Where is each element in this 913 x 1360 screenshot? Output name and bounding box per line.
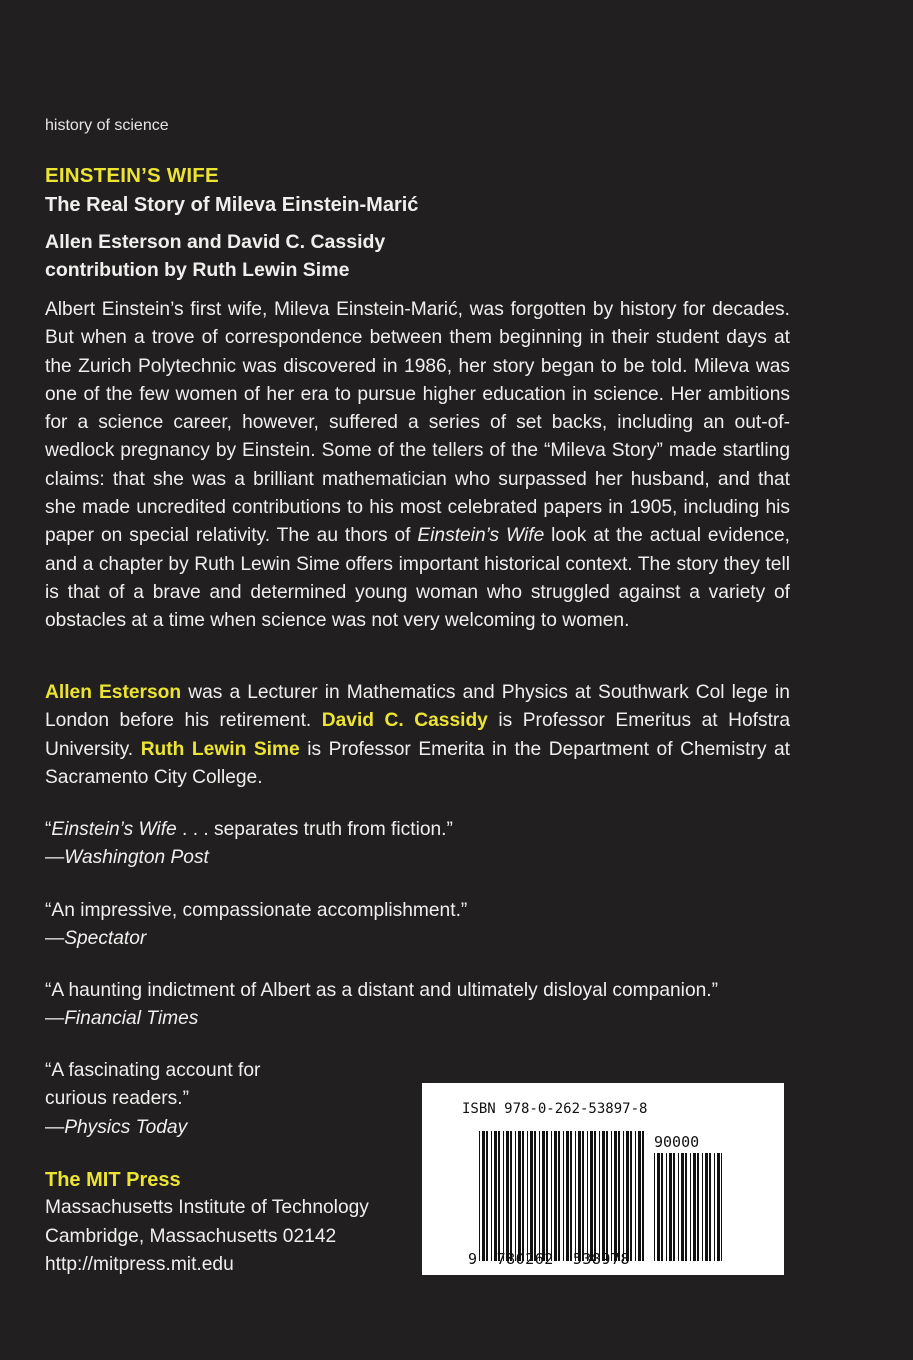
barcode-bar — [563, 1131, 564, 1261]
barcode-bar — [618, 1131, 620, 1261]
barcode-bar — [654, 1153, 655, 1261]
category-label: history of science — [45, 117, 169, 134]
description-text-2: look at the actual evidence, and a chapter by Ruth Lewin Sime offers important historical context. The story they tell is that of a brave and determined young woman who struggled against a variety of obstacles at a time when science was not very welcoming to women. — [45, 525, 790, 632]
price-code: 90000 — [654, 1133, 700, 1151]
barcode-bar — [721, 1153, 722, 1261]
barcode-bar — [673, 1153, 675, 1261]
barcode-bar — [566, 1131, 569, 1261]
barcode-bar — [491, 1131, 492, 1261]
barcode-bar — [681, 1153, 684, 1261]
quote-text: “A haunting indictment of Albert as a distant and ultimately disloyal companion.” — [45, 980, 719, 1001]
publisher-address-1: Massachusetts Institute of Technology — [45, 1197, 369, 1219]
barcode-bar — [678, 1153, 679, 1261]
barcode-bar — [705, 1153, 708, 1261]
barcode-bar — [714, 1153, 715, 1261]
barcode-bar — [623, 1131, 624, 1261]
barcode-bar — [506, 1131, 509, 1261]
contribution-line: contribution by Ruth Lewin Sime — [45, 259, 350, 281]
publisher-name: The MIT Press — [45, 1169, 181, 1191]
barcode-digits: 9 780262 538978 — [468, 1250, 631, 1268]
barcode-bar — [630, 1131, 632, 1261]
barcode-bar — [486, 1131, 488, 1261]
bio-name-esterson: Allen Esterson — [45, 682, 182, 703]
barcode-bar — [558, 1131, 560, 1261]
barcode-bar — [542, 1131, 545, 1261]
review-quote — [45, 977, 718, 1034]
barcode-bar — [690, 1153, 691, 1261]
barcode-bar — [587, 1131, 588, 1261]
barcode-bar — [498, 1131, 500, 1261]
barcode-bar — [642, 1131, 644, 1261]
description-text-1: Albert Einstein’s first wife, Mileva Einstein-Marić, was forgotten by history for decades. But when a trove of correspondence between them beginning in their student days at the Zurich Polytechnic was discovered in 1986, her story began to be told. Mileva was one of the few women of her era to pursue higher education in science. Her ambitions for a science career, however, suffered a series of set backs, including an out-of-wedlock pregnancy by Einstein. Some of the tellers of the “Mileva Story” made startling claims: that she was a brilliant mathematician who surpassed her husband, and that she made uncredited contributions to his most celebrated papers in 1905, including his paper on special relativity. The au thors of — [45, 299, 790, 547]
barcode-bar — [606, 1131, 608, 1261]
barcode-bar — [590, 1131, 593, 1261]
book-title: EINSTEIN’S WIFE — [45, 164, 219, 187]
barcode-bar — [669, 1153, 672, 1261]
publisher-address-2: Cambridge, Massachusetts 02142 — [45, 1225, 337, 1247]
barcode-bar — [515, 1131, 516, 1261]
barcode-bar — [518, 1131, 521, 1261]
barcode-bars — [422, 1083, 784, 1275]
barcode-bar — [599, 1131, 600, 1261]
bio-text-sime: is Professor Emerita in the Department of Chemistry at Sacramento City College. — [45, 738, 790, 788]
barcode-bar — [554, 1131, 557, 1261]
quote-text: “An impressive, compassionate accomplishment.” — [45, 900, 468, 921]
bio-text-esterson: was a Lecturer in Mathematics and Physics at Southwark Col lege in London before his retirement. — [45, 682, 790, 732]
barcode-bar — [602, 1131, 605, 1261]
bio-name-cassidy: David C. Cassidy — [321, 710, 488, 732]
quote-source: —Physics Today — [45, 1116, 188, 1138]
isbn-barcode — [422, 1083, 784, 1275]
barcode-bar — [539, 1131, 540, 1261]
isbn-label: ISBN 978-0-262-53897-8 — [462, 1101, 648, 1117]
barcode-bar — [702, 1153, 703, 1261]
quote-text: “A fascinating account for curious readers.” — [45, 1060, 261, 1110]
bio-name-sime: Ruth Lewin Sime — [140, 738, 300, 760]
bio-text-cassidy: is Professor Emeritus at Hofstra University. — [45, 710, 790, 760]
barcode-bar — [578, 1131, 581, 1261]
quote-source: —Financial Times — [45, 1008, 199, 1030]
description-paragraph — [45, 296, 790, 636]
review-quote — [45, 897, 467, 954]
description-book-title: Einstein’s Wife — [417, 525, 545, 547]
barcode-bar — [582, 1131, 584, 1261]
authors-block — [45, 228, 385, 284]
barcode-bar — [717, 1153, 720, 1261]
barcode-bar — [709, 1153, 711, 1261]
quote-source: —Spectator — [45, 928, 147, 950]
publisher-url[interactable]: http://mitpress.mit.edu — [45, 1253, 234, 1275]
barcode-bar — [611, 1131, 612, 1261]
review-quote — [45, 1057, 315, 1142]
barcode-bar — [638, 1131, 641, 1261]
barcode-bar — [482, 1131, 485, 1261]
barcode-bar — [503, 1131, 504, 1261]
barcode-bar — [635, 1131, 636, 1261]
barcode-bar — [657, 1153, 660, 1261]
barcode-bar — [522, 1131, 524, 1261]
barcode-bar — [527, 1131, 528, 1261]
barcode-bar — [494, 1131, 497, 1261]
barcode-bar — [530, 1131, 533, 1261]
quote-source: —Washington Post — [45, 847, 209, 869]
barcode-bar — [551, 1131, 552, 1261]
barcode-bar — [614, 1131, 617, 1261]
quote-text: “Einstein’s Wife . . . separates truth from fiction.” — [45, 819, 453, 840]
barcode-bar — [510, 1131, 512, 1261]
book-subtitle: The Real Story of Mileva Einstein-Marić — [45, 194, 419, 216]
review-quote — [45, 816, 453, 873]
barcode-bar — [626, 1131, 629, 1261]
barcode-bar — [546, 1131, 548, 1261]
publisher-block — [45, 1166, 369, 1279]
barcode-bar — [594, 1131, 596, 1261]
author-bios — [45, 679, 790, 792]
barcode-bar — [570, 1131, 572, 1261]
barcode-bar — [479, 1131, 480, 1261]
barcode-bar — [534, 1131, 536, 1261]
barcode-bar — [685, 1153, 687, 1261]
barcode-bar — [666, 1153, 667, 1261]
barcode-bar — [661, 1153, 663, 1261]
barcode-bar — [693, 1153, 696, 1261]
authors-line: Allen Esterson and David C. Cassidy — [45, 231, 386, 253]
barcode-bar — [575, 1131, 576, 1261]
barcode-bar — [697, 1153, 699, 1261]
